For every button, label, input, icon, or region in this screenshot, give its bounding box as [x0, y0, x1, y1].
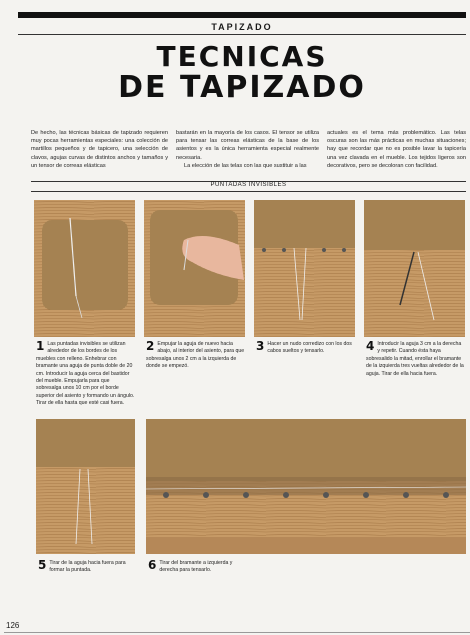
intro-column-3: actuales es el tema más problemático. Las telas oscuras son las más prácticas en muchas situaciones; hay que recordar que no es posible lavar la tapicería una vez clavada en el mueble. Los tejidos ligeros son decorativos, pero se decoloran con facilidad. [327, 130, 466, 169]
step-5-text: Tirar de la aguja hacia fuera para formar la puntada. [49, 560, 126, 574]
step-6-number: 6 [148, 558, 157, 572]
step-1-text: Las puntadas invisibles se utilizan alrededor de los bordes de los muebles con relleno. Enhebrar con bramante una aguja de punta doble de 20 cm. Introducir la aguja cerca del bastidor del mueble. Empujarla para que sobresalga unos 10 cm por el borde superior del asiento y formando un ángulo. Tirar de ella hasta que esté casi fuera. [36, 341, 135, 407]
section-label: TAPIZADO [211, 22, 273, 32]
step-5 [38, 560, 137, 575]
photo-step-6 [146, 419, 466, 554]
intro-column-2-text-a: bastarán en la mayoría de los casos. El tensor se utiliza para tensar las correas elásticas de la base de los asientos y es la única herramienta especial realmente necesaria. [176, 130, 319, 161]
step-5-number: 5 [38, 558, 47, 572]
step-4-number: 4 [366, 339, 375, 353]
page-number: 126 [6, 621, 20, 630]
photo-step-3 [254, 200, 355, 337]
photo-step-5 [36, 419, 135, 554]
intro-column-1: De hecho, las técnicas básicas de tapizado requieren muy pocas herramientas especiales: una colección de martillos pequeños y de tapicero, una selección de clavos, agujas curvas de distintos anchos y tamaños y un tensor de correas elásticas [31, 130, 168, 169]
photo-step-1 [34, 200, 135, 337]
footer-rule [4, 632, 470, 633]
page-title-line-2: DE TAPIZADO [118, 70, 366, 105]
photo-step-4 [364, 200, 465, 337]
intro-column-2-text-b: La elección de las telas con las que sustituir a las [184, 162, 307, 169]
step-1 [36, 341, 135, 408]
step-4-text: Introducir la aguja 3 cm a la derecha y repetir. Cuando ésta haya sobresalido la mitad, enrollar el bramante de la izquierda tres vueltas alrededor de la aguja. Tirar de ella hacia fuera. [366, 341, 464, 377]
step-3-number: 3 [256, 339, 265, 353]
step-2-number: 2 [146, 339, 155, 353]
step-2 [146, 341, 245, 371]
page-title-line-1: TECNICAS [156, 40, 328, 73]
step-4 [366, 341, 465, 378]
step-3 [256, 341, 355, 356]
step-2-text: Empujar la aguja de nuevo hacia abajo, al interior del asiento, para que sobresalga unos 2 cm a la izquierda de donde se empezó. [146, 341, 245, 370]
header-rule [18, 34, 466, 35]
photo-step-2 [144, 200, 245, 337]
caption-header: PUNTADAS INVISIBLES [210, 182, 287, 188]
intro-column-2 [176, 129, 319, 170]
step-6 [148, 560, 247, 575]
step-6-text: Tirar del bramante a izquierda y derecha para tensarlo. [159, 560, 233, 574]
header-bar [18, 12, 466, 18]
step-1-number: 1 [36, 339, 45, 353]
step-3-text: Hacer un nudo corredizo con los dos cabos sueltos y tensarlo. [267, 341, 352, 355]
